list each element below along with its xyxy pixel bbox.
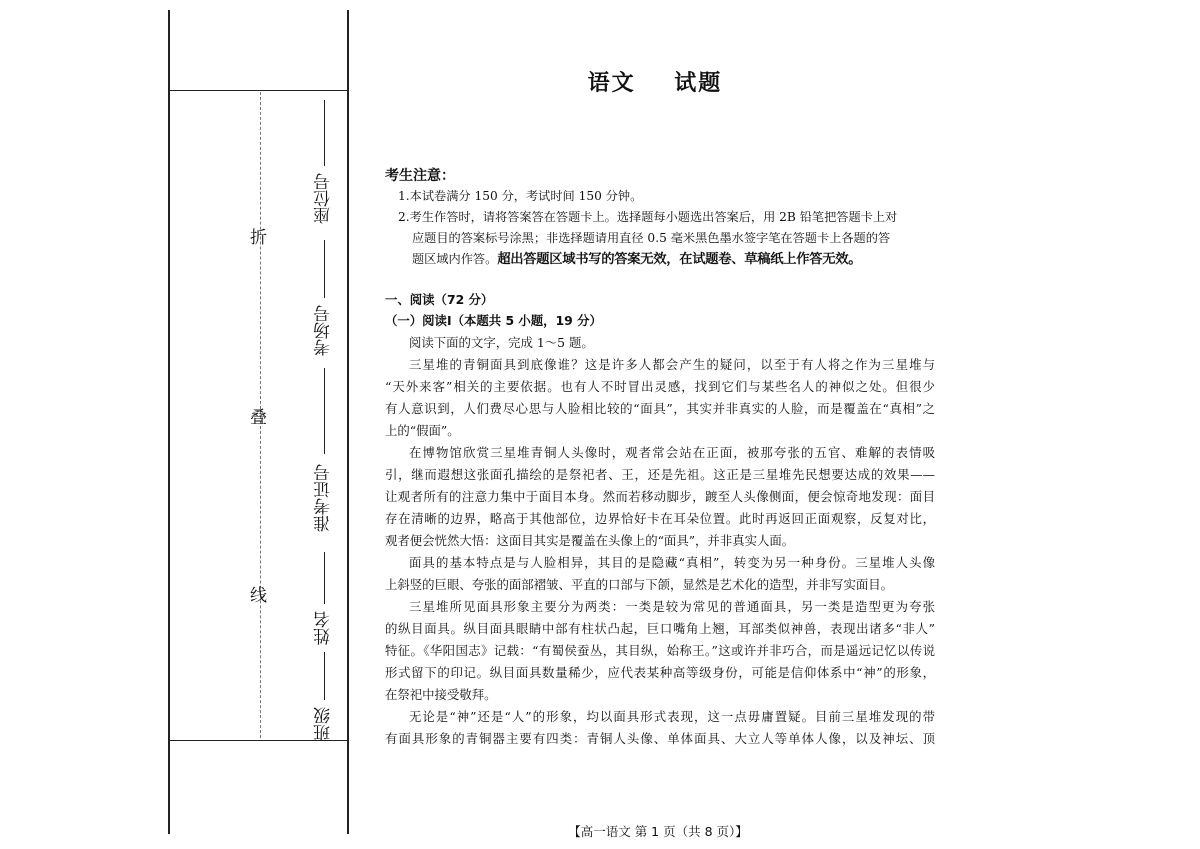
seat-number-underline [324,100,325,166]
class-underline [324,652,325,700]
notice-item-2-text: 题区域内作答。 [412,252,498,266]
notice-heading: 考生注意： [385,168,455,184]
binding-margin-right-border [347,10,349,834]
passage-line: 在博物馆欣赏三星堆青铜人头像时，观者常会站在正面，被那夸张的五官、难解的表情吸 [409,445,935,460]
admission-ticket-label: 准考证号 [314,464,334,532]
seat-number-label: 座位号 [314,173,334,225]
seat-number-field[interactable] [311,100,337,228]
passage-line: 存在清晰的边界，略高于其他部位，边界恰好卡在耳朵位置。此时再返回正面观察，反复对比， [385,511,935,526]
notice-item-2-line-2: 应题目的答案标号涂黑；非选择题请用直径 0.5 毫米黑色墨水签字笔在答题卡上各题的答 [412,231,891,245]
exam-title: 语文 试题 [587,71,723,96]
admission-ticket-field[interactable] [311,368,337,540]
passage-line: 引，继而遐想这张面孔描绘的是祭祀者、王，还是先祖。这正是三星堆先民想要达成的效果—— [385,467,935,482]
binding-margin-left-border [168,10,170,834]
notice-item-2-line-3 [412,249,962,270]
passage-line: 三星堆所见面具形象主要分为两类：一类是较为常见的普通面具，另一类是造型更为夸张 [409,599,935,614]
notice-item-1: 1.本试卷满分 150 分，考试时间 150 分钟。 [398,189,643,203]
page-footer: 【高一语文 第 1 页（共 8 页）】 [568,824,748,839]
exam-room-underline [324,240,325,298]
fold-mark-1: 折 [250,228,267,248]
exam-room-label: 考场号 [314,305,334,357]
name-field[interactable] [311,552,337,648]
passage-line: 无论是“神”还是“人”的形象，均以面具形式表现，这一点毋庸置疑。目前三星堆发现的带 [409,709,935,724]
exam-room-field[interactable] [311,240,337,360]
passage-line: 有面具形象的青铜器主要有四类：青铜人头像、单体面具、大立人等单体人像，以及神坛、顶 [385,731,935,746]
section-heading: 一、阅读（72 分） [385,292,494,307]
binding-margin-top-rule [168,90,349,91]
class-field[interactable] [311,652,337,744]
passage-line: “天外来客”相关的主要依据。也有人不时冒出灵感，找到它们与某些名人的神似之处。但很少 [385,379,935,394]
class-label: 班级 [314,707,334,741]
passage-line: 观者便会恍然大悟：这面目其实是覆盖在头像上的“面具”，并非真实人面。 [385,533,795,548]
passage-line: 形式留下的印记。纵目面具数量稀少，应代表某种高等级身份，可能是信仰体系中“神”的形象， [385,665,935,680]
passage-line: 特征。《华阳国志》记载：“有蜀侯蚕丛，其目纵，始称王。”这或许并非巧合，而是遥远记忆以传说 [385,643,935,658]
passage-line: 上的“假面”。 [385,423,460,438]
notice-warning: 超出答题区域书写的答案无效，在试题卷、草稿纸上作答无效。 [497,252,862,267]
reading-instruction: 阅读下面的文字，完成 1～5 题。 [409,335,594,350]
fold-mark-3: 线 [250,586,267,606]
passage-line: 三星堆的青铜面具到底像谁？这是许多人都会产生的疑问，以至于有人将之作为三星堆与 [409,357,935,372]
fold-mark-2: 叠 [250,408,267,428]
passage-line: 在祭祀中接受敬拜。 [385,687,497,702]
passage-line: 上斜竖的巨眼、夸张的面部褶皱、平直的口部与下颌，显然是艺术化的造型，并非写实面目。 [385,577,894,592]
passage-line: 有人意识到，人们费尽心思与人脸相比较的“面具”，其实并非真实的人脸，而是覆盖在“真相”之 [385,401,935,416]
notice-item-2-line-1: 2.考生作答时，请将答案答在答题卡上。选择题每小题选出答案后，用 2B 铅笔把答题卡上对 [398,210,898,224]
admission-ticket-underline [324,368,325,454]
name-underline [324,552,325,604]
passage-line: 面具的基本特点是与人脸相异，其目的是隐藏“真相”，转变为另一种身份。三星堆人头像 [409,555,935,570]
subsection-heading: （一）阅读Ⅰ（本题共 5 小题，19 分） [385,313,602,328]
name-label: 姓名 [314,611,334,645]
passage-line: 的纵目面具。纵目面具眼睛中部有柱状凸起，巨口嘴角上翘，耳部类似神兽，表现出诸多“非人” [385,621,935,636]
passage-line: 让观者所有的注意力集中于面目本身。然而若移动脚步，踱至人头像侧面，便会惊奇地发现：面目 [385,489,935,504]
